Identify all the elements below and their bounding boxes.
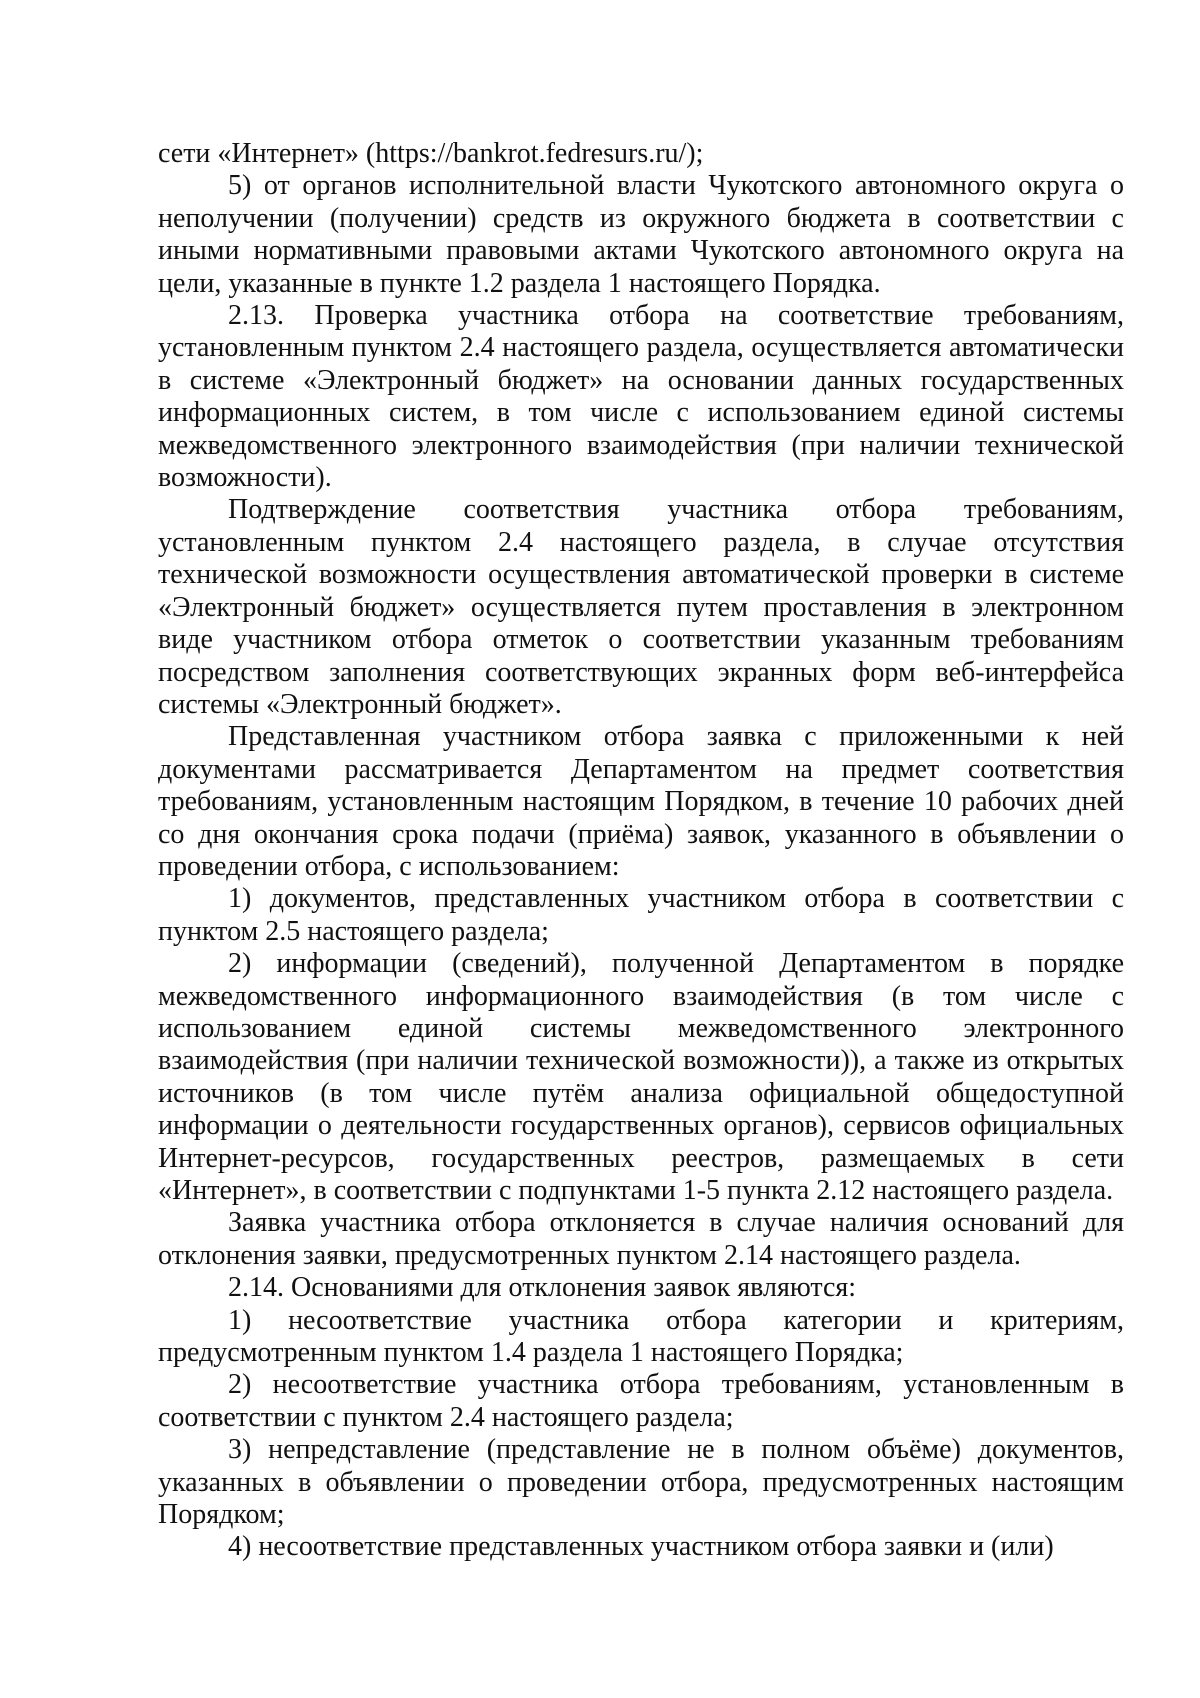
paragraph-11: 2) несоответствие участника отбора требованиям, установленным в соответствии с пунктом 2.4 настоящего раздела; — [158, 1369, 1124, 1433]
paragraph-1: сети «Интернет» (https://bankrot.fedresurs.ru/); — [158, 138, 704, 169]
paragraph-3: 2.13. Проверка участника отбора на соответствие требованиям, установленным пунктом 2.4 настоящего раздела, осуществляется автоматически в системе «Электронный бюджет» на основании данных государственных информационных систем, в том числе с использованием единой системы межведомственного электронного взаимодействия (при наличии технической возможности). — [158, 300, 1124, 494]
paragraph-5: Представленная участником отбора заявка с приложенными к ней документами рассматривается Департаментом на предмет соответствия требованиям, установленным настоящим Порядком, в течение 10 рабочих дней со дня окончания срока подачи (приёма) заявок, указанного в объявлении о проведении отбора, с использованием: — [158, 721, 1124, 882]
paragraph-10: 1) несоответствие участника отбора категории и критериям, предусмотренным пунктом 1.4 раздела 1 настоящего Порядка; — [158, 1304, 1124, 1369]
document-page — [158, 138, 1124, 1564]
paragraph-13: 4) несоответствие представленных участником отбора заявки и (или) — [228, 1531, 1054, 1563]
paragraph-6: 1) документов, представленных участником отбора в соответствии с пунктом 2.5 настоящего раздела; — [158, 883, 1124, 947]
paragraph-2: 5) от органов исполнительной власти Чукотского автономного округа о неполучении (получении) средств из окружного бюджета в соответствии с иными нормативными правовыми актами Чукотского автономного округа на цели, указанные в пункте 1.2 раздела 1 настоящего Порядка. — [158, 170, 1124, 299]
paragraph-7: 2) информации (сведений), полученной Департаментом в порядке межведомственного информационного взаимодействия (в том числе с использованием единой системы межведомственного электронного взаимодействия (при наличии технической возможности)), а также из открытых источников (в том числе путём анализа официальной общедоступной информации о деятельности государственных органов), сервисов официальных Интернет-ресурсов, государственных реестров, размещаемых в сети «Интернет», в соответствии с подпунктами 1-5 пункта 2.12 настоящего раздела. — [158, 948, 1124, 1206]
paragraph-9: 2.14. Основаниями для отклонения заявок являются: — [228, 1272, 857, 1304]
paragraph-12: 3) непредставление (представление не в полном объёме) документов, указанных в объявлении о проведении отбора, предусмотренных настоящим Порядком; — [158, 1434, 1124, 1531]
paragraph-8: Заявка участника отбора отклоняется в случае наличия оснований для отклонения заявки, предусмотренных пунктом 2.14 настоящего раздела. — [158, 1207, 1124, 1271]
paragraph-4: Подтверждение соответствия участника отбора требованиям, установленным пунктом 2.4 настоящего раздела, в случае отсутствия технической возможности осуществления автоматической проверки в системе «Электронный бюджет» осуществляется путем проставления в электронном виде участником отбора отметок о соответствии указанным требованиям посредством заполнения соответствующих экранных форм веб-интерфейса системы «Электронный бюджет». — [158, 494, 1124, 720]
